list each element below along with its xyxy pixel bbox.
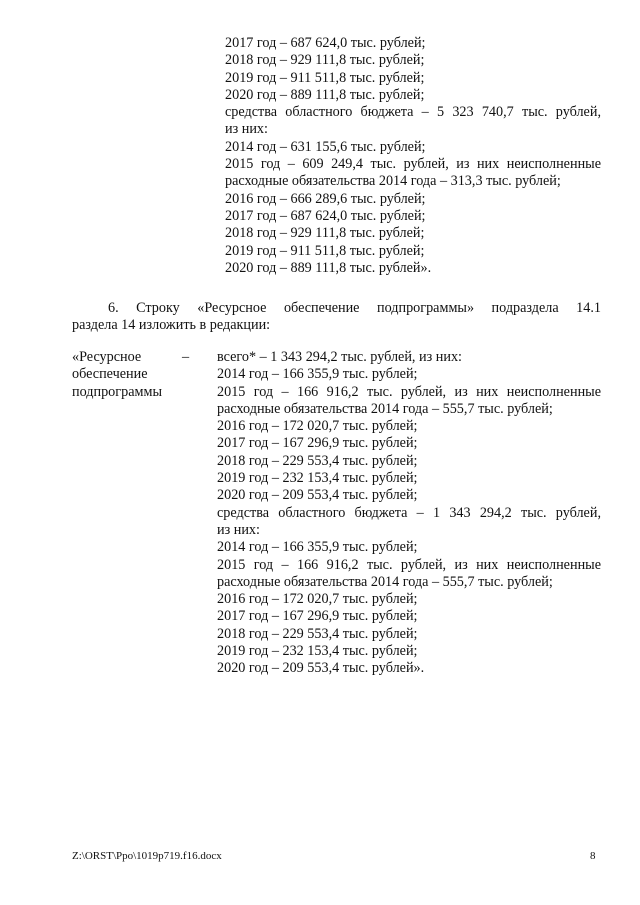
text-line: 2017 год – 167 296,9 тыс. рублей; xyxy=(217,435,418,452)
text-line: 2014 год – 166 355,9 тыс. рублей; xyxy=(217,539,418,556)
text-line: 2018 год – 929 111,8 тыс. рублей; xyxy=(225,52,425,69)
text-line: 2018 год – 929 111,8 тыс. рублей; xyxy=(225,225,425,242)
text-line: 2018 год – 229 553,4 тыс. рублей; xyxy=(217,452,418,469)
text-line: 2018 год – 229 553,4 тыс. рублей; xyxy=(217,625,418,642)
resource-row-dash: – xyxy=(182,349,190,365)
text-line: 2019 год – 232 153,4 тыс. рублей; xyxy=(217,470,418,487)
text-line: 2020 год – 889 111,8 тыс. рублей; xyxy=(225,86,425,103)
text-line: 2016 год – 666 289,6 тыс. рублей; xyxy=(225,190,426,207)
text-line: 2019 год – 232 153,4 тыс. рублей; xyxy=(217,643,418,660)
label-line: «Ресурсное xyxy=(72,349,142,365)
text-line: 2019 год – 911 511,8 тыс. рублей; xyxy=(225,69,425,86)
text-line: расходные обязательства 2014 года – 555,7 тыс. рублей; xyxy=(217,573,553,590)
text-line: 2016 год – 172 020,7 тыс. рублей; xyxy=(217,591,418,608)
text-line: 2020 год – 209 553,4 тыс. рублей». xyxy=(217,660,425,677)
text-line: 6. Строку «Ресурсное обеспечение подпрограммы» подраздела 14.1 xyxy=(108,300,601,316)
label-line: обеспечение xyxy=(72,366,148,383)
text-line: 2020 год – 889 111,8 тыс. рублей». xyxy=(225,259,432,276)
label-line: подпрограммы xyxy=(72,383,162,400)
funding-breakdown-top xyxy=(225,35,601,277)
text-line: 2016 год – 172 020,7 тыс. рублей; xyxy=(217,418,418,435)
text-line: 2017 год – 687 624,0 тыс. рублей; xyxy=(225,35,426,51)
resource-row-values xyxy=(217,349,601,678)
text-line: 2020 год – 209 553,4 тыс. рублей; xyxy=(217,487,418,504)
amendment-paragraph xyxy=(72,300,601,335)
text-line: из них: xyxy=(217,521,260,538)
text-line: из них: xyxy=(225,121,268,138)
text-line: расходные обязательства 2014 года – 313,3 тыс. рублей; xyxy=(225,173,561,190)
text-line: средства областного бюджета – 1 343 294,2 тыс. рублей, xyxy=(217,504,601,521)
text-line: 2019 год – 911 511,8 тыс. рублей; xyxy=(225,242,425,259)
text-line: 2015 год – 609 249,4 тыс. рублей, из них неисполненные xyxy=(225,156,601,173)
text-line: 2015 год – 166 916,2 тыс. рублей, из них неисполненные xyxy=(217,383,601,400)
text-line: 2014 год – 631 155,6 тыс. рублей; xyxy=(225,138,426,155)
text-line: раздела 14 изложить в редакции: xyxy=(72,317,271,334)
footer-page-number: 8 xyxy=(590,850,596,862)
text-line: расходные обязательства 2014 года – 555,7 тыс. рублей; xyxy=(217,400,553,417)
text-line: 2015 год – 166 916,2 тыс. рублей, из них неисполненные xyxy=(217,556,601,573)
text-line: 2017 год – 687 624,0 тыс. рублей; xyxy=(225,207,426,224)
text-line: 2014 год – 166 355,9 тыс. рублей; xyxy=(217,366,418,383)
resource-row-label xyxy=(72,349,182,401)
text-line: всего* – 1 343 294,2 тыс. рублей, из них: xyxy=(217,349,462,365)
text-line: 2017 год – 167 296,9 тыс. рублей; xyxy=(217,608,418,625)
footer-file-path: Z:\ORST\Ppo\1019p719.f16.docx xyxy=(72,850,222,862)
text-line: средства областного бюджета – 5 323 740,7 тыс. рублей, xyxy=(225,104,601,121)
